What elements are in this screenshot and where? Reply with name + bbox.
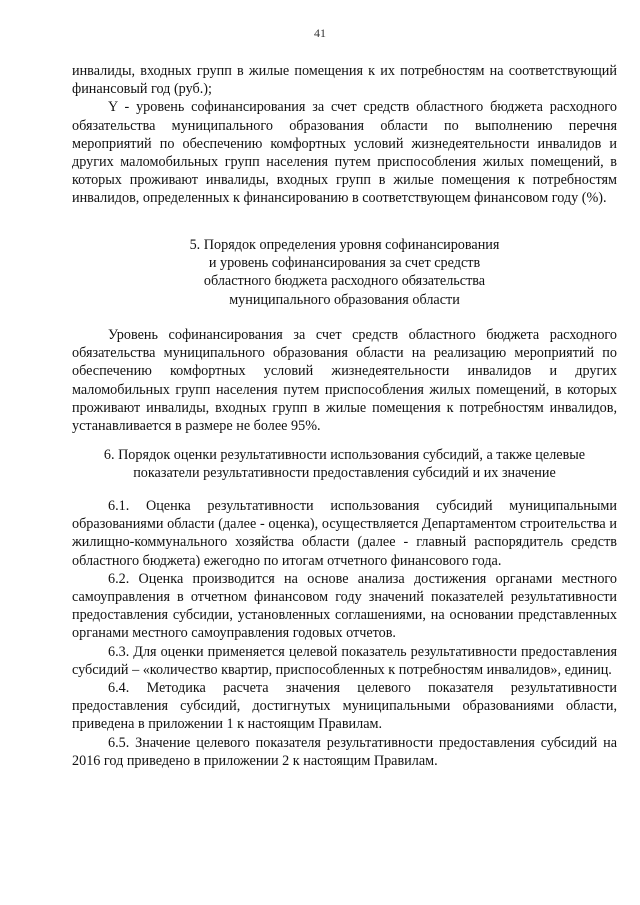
section-6-item: 6.3. Для оценки применяется целевой показатель результативности предоставления субсидий – «количество квартир, приспособленных к потребностям инвалидов», единиц.: [72, 643, 617, 678]
page-number: 41: [314, 26, 326, 40]
section-6-item: 6.4. Методика расчета значения целевого показателя результативности предоставления субсидий, достигнутых муниципальными образованиями области, приведена в приложении 1 к настоящим Правилам.: [72, 680, 617, 733]
section-6-heading-line: 6. Порядок оценки результативности использования субсидий, а также целевые: [103, 447, 586, 463]
section-5-heading-line: 5. Порядок определения уровня софинансирования: [189, 237, 500, 253]
section-5-heading-line: областного бюджета расходного обязательства: [203, 273, 486, 290]
section-5-heading-line: муниципального образования области: [229, 291, 460, 308]
section-6-item: 6.5. Значение целевого показателя результативности предоставления субсидий на 2016 год приведено в приложении 2 к настоящим Правилам.: [72, 734, 617, 769]
section-6-heading-line: показатели результативности предоставления субсидий и их значение: [133, 465, 556, 482]
section-6-heading: [72, 446, 617, 482]
section-6-item: 6.1. Оценка результативности использования субсидий муниципальными образованиями области (далее - оценка), осуществляется Департаментом строительства и жилищно-коммунального хозяйства области (далее - главный распорядитель средств областного бюджета) ежегодно по итогам отчетного финансового года.: [72, 498, 617, 569]
section-5-body: [72, 326, 617, 435]
section-5-paragraph: Уровень софинансирования за счет средств областного бюджета расходного обязательства муниципального образования области на реализацию мероприятий по обеспечению комфортных условий жизнедеятельности инвалидов и других маломобильных групп населения путем приспособления жилых помещений, в которых проживают инвалиды, входных групп в жилые помещения к потребностям инвалидов, устанавливается в размере не более 95%.: [72, 327, 617, 435]
section-6-item: 6.2. Оценка производится на основе анализа достижения органами местного самоуправления в отчетном финансовом году значений показателей результативности предоставления субсидии, установленных соглашениями, на основании представленных органами местного самоуправления годовых отчетов.: [72, 570, 617, 642]
section-6-body: [72, 497, 617, 770]
y-definition-paragraph: Y - уровень софинансирования за счет средств областного бюджета расходного обязательства муниципального образования области по выполнению перечня мероприятий по обеспечению комфортных условий жизнедеятельности инвалидов и других маломобильных групп населения путем приспособления жилых помещений, в которых проживают инвалиды, входных групп в жилые помещения к потребностям инвалидов, определенных к финансированию в соответствующем финансовом году (%).: [72, 99, 617, 207]
section-5-heading: [72, 236, 617, 309]
continuation-paragraph: инвалиды, входных групп в жилые помещения к их потребностям на соответствующий финансовый год (руб.);: [72, 63, 617, 98]
section-5-heading-line: и уровень софинансирования за счет средств: [208, 255, 481, 272]
top-text: [72, 62, 617, 208]
